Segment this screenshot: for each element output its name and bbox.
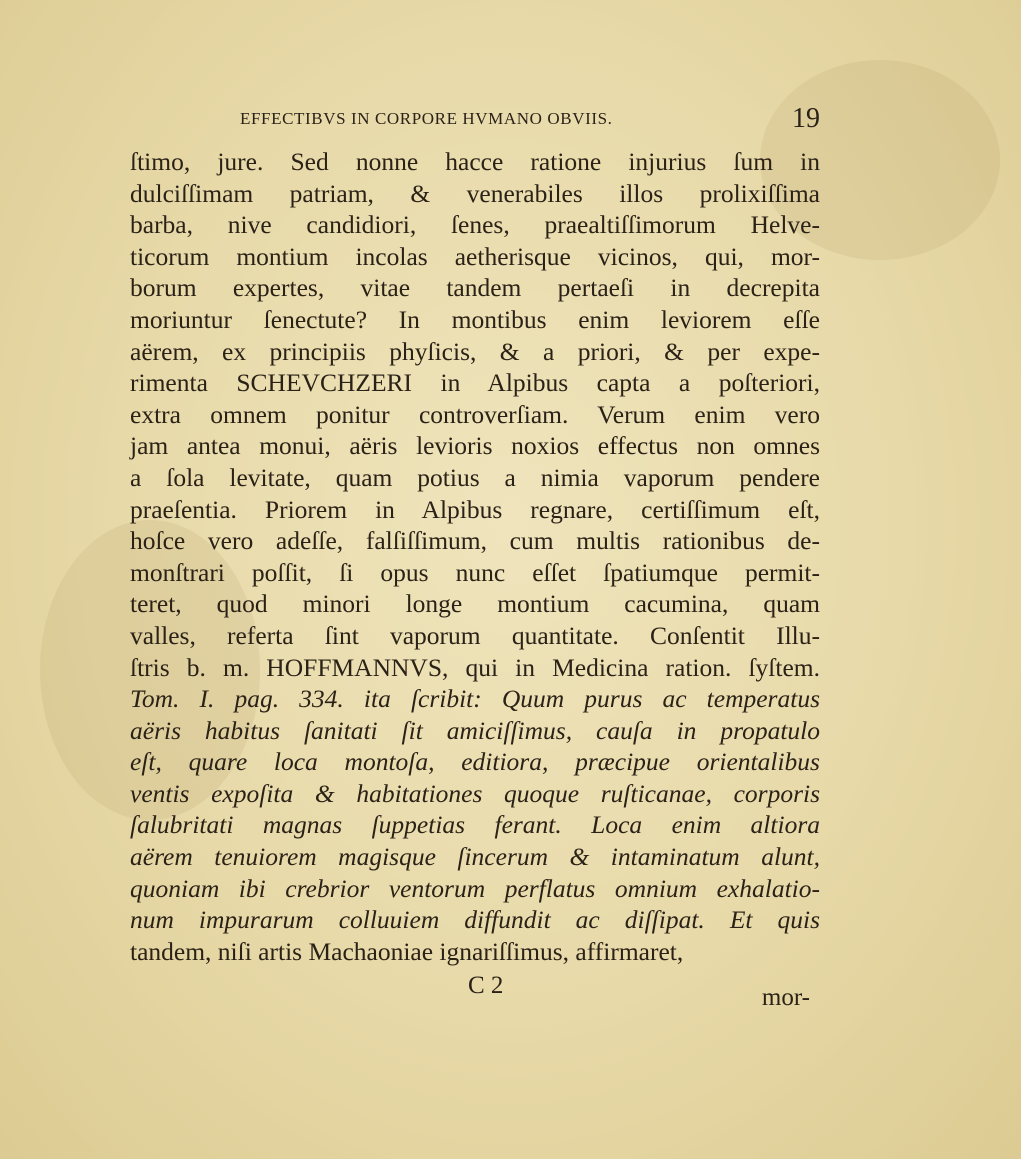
running-head (232, 103, 832, 139)
text-line: ticorum montium incolas aetherisque vicinos, qui, mor- (130, 241, 820, 271)
text-line: ventis expoſita & habitationes quoque ruſticanae, corporis (130, 778, 820, 808)
text-line: teret, quod minori longe montium cacumina, quam (130, 589, 820, 619)
text-line: extra omnem ponitur controverſiam. Verum enim vero (130, 399, 820, 429)
text-line: quoniam ibi crebrior ventorum perflatus omnium exhalatio- (130, 873, 820, 903)
page-number: 19 (792, 103, 820, 134)
text-line: praeſentia. Priorem in Alpibus regnare, certiſſimum eſt, (130, 494, 820, 524)
text-line: ſalubritati magnas ſuppetias ferant. Loca enim altiora (130, 810, 820, 840)
body-text (130, 146, 820, 967)
text-line: a ſola levitate, quam potius a nimia vaporum pendere (130, 462, 820, 492)
signature-mark: C 2 (468, 972, 504, 999)
text-line: moriuntur ſenectute? In montibus enim leviorem eſſe (130, 304, 820, 334)
text-line: aërem tenuiorem magisque ſincerum & intaminatum alunt, (130, 842, 820, 872)
text-line: valles, referta ſint vaporum quantitate. Conſentit Illu- (130, 620, 820, 650)
text-line: monſtrari poſſit, ſi opus nunc eſſet ſpatiumque permit- (130, 557, 820, 587)
text-line: ſtimo, jure. Sed nonne hacce ratione injurius ſum in (130, 147, 820, 176)
text-line: num impurarum colluuiem diffundit ac diſſipat. Et quis (130, 905, 820, 935)
text-line: ſtris b. m. HOFFMANNVS, qui in Medicina ration. ſyſtem. (130, 652, 820, 682)
text-line: jam antea monui, aëris levioris noxios effectus non omnes (130, 431, 820, 461)
page-footer (130, 970, 810, 1010)
text-line: Tom. I. pag. 334. ita ſcribit: Quum purus ac temperatus (130, 684, 820, 714)
text-line: dulciſſimam patriam, & venerabiles illos prolixiſſima (130, 178, 820, 208)
text-line: eſt, quare loca montoſa, editiora, præcipue orientalibus (130, 747, 820, 777)
running-head-title: EFFECTIBVS IN CORPORE HVMANO OBVIIS. (240, 109, 613, 128)
text-line: hoſce vero adeſſe, falſiſſimum, cum multis rationibus de- (130, 526, 820, 556)
text-line: borum expertes, vitae tandem pertaeſi in decrepita (130, 273, 820, 303)
text-line: tandem, niſi artis Machaoniae ignariſſimus, affirmaret, (130, 936, 684, 966)
text-line: aëris habitus ſanitati ſit amiciſſimus, cauſa in propatulo (130, 715, 820, 745)
text-line: barba, nive candidiori, ſenes, praealtiſſimorum Helve- (130, 210, 820, 240)
catchword: mor- (761, 984, 810, 1011)
text-line: rimenta SCHEVCHZERI in Alpibus capta a poſteriori, (130, 368, 820, 398)
text-line: aërem, ex principiis phyſicis, & a priori, & per expe- (130, 336, 820, 366)
